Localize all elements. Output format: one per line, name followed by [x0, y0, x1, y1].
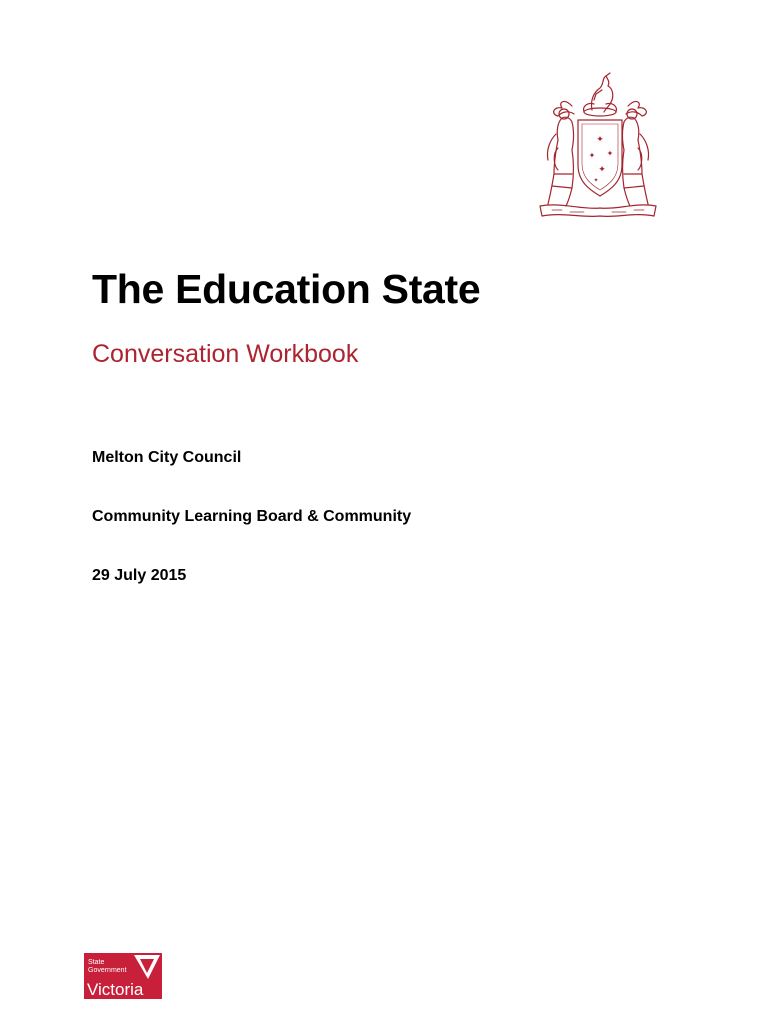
- logo-line-state: State: [88, 959, 105, 966]
- logo-wordmark: Victoria: [87, 980, 144, 999]
- coat-of-arms-icon: [532, 70, 664, 220]
- svg-text:✦: ✦: [588, 151, 596, 160]
- audience-name: Community Learning Board & Community: [92, 508, 412, 525]
- svg-text:✦: ✦: [596, 135, 604, 145]
- document-title: The Education State: [92, 266, 481, 312]
- logo-line-government: Government: [88, 967, 127, 974]
- state-government-victoria-logo: [84, 953, 162, 999]
- svg-text:✦: ✦: [598, 165, 606, 175]
- svg-text:✦: ✦: [593, 177, 599, 184]
- organisation-name: Melton City Council: [92, 449, 242, 466]
- svg-text:✦: ✦: [606, 149, 614, 158]
- document-subtitle: Conversation Workbook: [92, 340, 359, 368]
- document-date: 29 July 2015: [92, 567, 187, 584]
